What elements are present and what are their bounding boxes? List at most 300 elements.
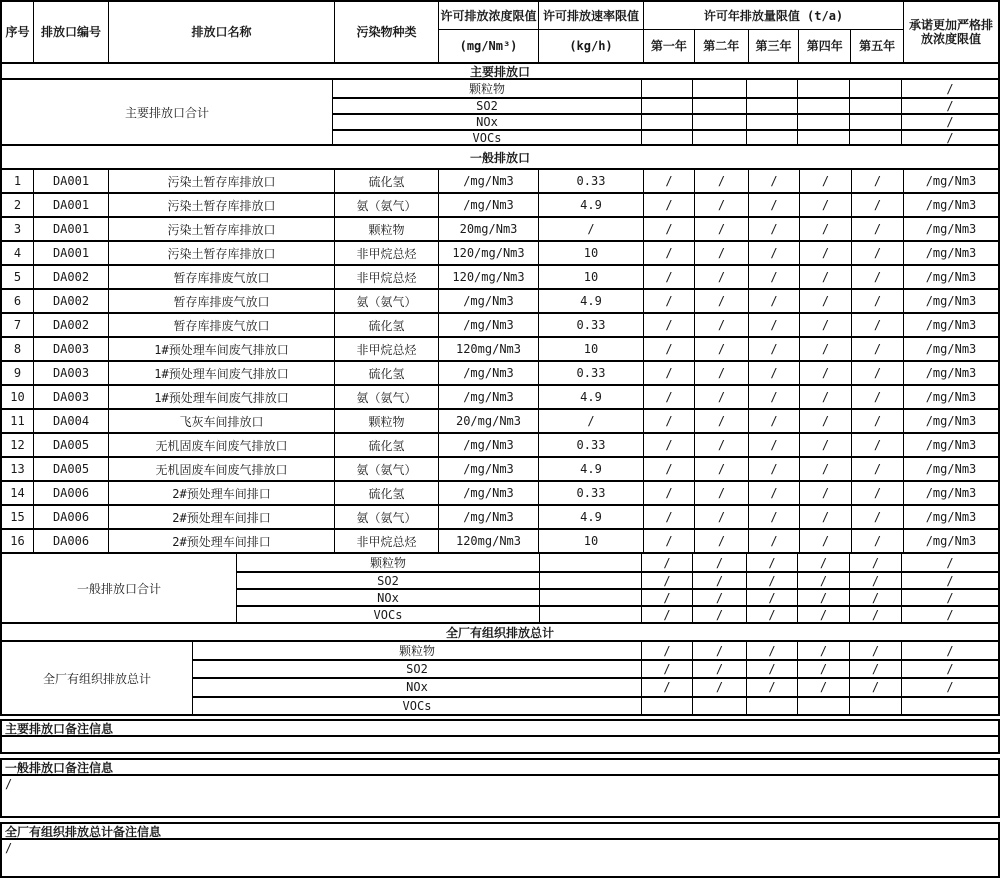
cell-year-1: / xyxy=(642,607,693,622)
cell-year-5: / xyxy=(852,362,904,384)
cell-year-5: / xyxy=(852,482,904,504)
cell-year-1: / xyxy=(642,661,693,677)
total-row xyxy=(193,698,998,714)
cell-year-3: / xyxy=(747,661,798,677)
cell-rate-blank xyxy=(540,607,642,622)
cell-year-4: / xyxy=(800,218,852,240)
cell-committed: /mg/Nm3 xyxy=(925,342,977,356)
cell-year-3: / xyxy=(749,290,800,312)
table-row xyxy=(2,266,998,290)
cell-rate-limit: 4.9 xyxy=(539,506,644,528)
cell-year-3: / xyxy=(749,362,800,384)
cell-seq: 8 xyxy=(2,338,34,360)
cell-year-3 xyxy=(747,131,798,145)
table-row xyxy=(2,242,998,266)
cell-year-3: / xyxy=(749,266,800,288)
cell-seq: 10 xyxy=(2,386,34,408)
cell-committed: /mg/Nm3 xyxy=(925,270,977,284)
cell-committed: / xyxy=(946,81,954,96)
cell-pollutant: SO2 xyxy=(333,99,642,113)
cell-seq: 14 xyxy=(2,482,34,504)
cell-rate-limit: 0.33 xyxy=(539,170,644,192)
cell-outlet-no: DA002 xyxy=(34,266,109,288)
cell-year-5: / xyxy=(850,679,902,695)
cell-year-3: / xyxy=(747,679,798,695)
cell-committed: /mg/Nm3 xyxy=(925,534,977,548)
cell-year-1: / xyxy=(644,362,695,384)
cell-year-2: / xyxy=(693,642,747,659)
cell-pollutant: 颗粒物 xyxy=(237,554,540,571)
cell-year-5: / xyxy=(852,410,904,432)
cell-committed: /mg/Nm3 xyxy=(925,294,977,308)
cell-committed: /mg/Nm3 xyxy=(925,438,977,452)
cell-year-3 xyxy=(747,99,798,113)
cell-committed: /mg/Nm3 xyxy=(925,366,977,380)
cell-rate-limit: 4.9 xyxy=(539,458,644,480)
cell-year-5: / xyxy=(852,218,904,240)
cell-outlet-no: DA002 xyxy=(34,314,109,336)
plant-total-remark-content: / xyxy=(5,841,13,855)
cell-year-4: / xyxy=(800,434,852,456)
cell-seq: 13 xyxy=(2,458,34,480)
cell-committed: / xyxy=(946,555,954,570)
cell-year-5 xyxy=(850,131,902,145)
cell-pollutant: VOCs xyxy=(193,698,642,714)
cell-committed: / xyxy=(946,573,954,588)
cell-pollutant: NOx xyxy=(237,590,540,605)
cell-pollutant: 硫化氢 xyxy=(335,170,439,192)
cell-outlet-name: 2#预处理车间排口 xyxy=(109,506,335,528)
cell-year-1: / xyxy=(644,266,695,288)
table-header-row xyxy=(2,2,998,64)
cell-year-4: / xyxy=(800,506,852,528)
total-row xyxy=(193,642,998,661)
cell-rate-limit: 4.9 xyxy=(539,386,644,408)
cell-outlet-name: 2#预处理车间排口 xyxy=(109,482,335,504)
cell-outlet-name: 污染土暂存库排放口 xyxy=(109,218,335,240)
cell-year-2 xyxy=(693,698,747,714)
cell-year-1: / xyxy=(642,679,693,695)
cell-year-1: / xyxy=(642,573,693,588)
cell-seq: 1 xyxy=(2,170,34,192)
main-total-label: 主要排放口合计 xyxy=(2,80,333,144)
table-row xyxy=(2,338,998,362)
cell-year-4: / xyxy=(798,679,850,695)
cell-year-2: / xyxy=(693,573,747,588)
cell-year-3: / xyxy=(749,338,800,360)
cell-pollutant: 硫化氢 xyxy=(335,362,439,384)
cell-year-1 xyxy=(642,698,693,714)
cell-year-4: / xyxy=(798,661,850,677)
cell-year-4: / xyxy=(800,386,852,408)
cell-year-3: / xyxy=(749,482,800,504)
cell-pollutant: NOx xyxy=(193,679,642,695)
total-row xyxy=(333,131,998,145)
cell-conc-limit: /mg/Nm3 xyxy=(439,362,539,384)
cell-year-2 xyxy=(693,131,747,145)
cell-committed: / xyxy=(946,607,954,622)
cell-year-4: / xyxy=(798,554,850,571)
cell-year-1 xyxy=(642,131,693,145)
table-row xyxy=(2,314,998,338)
cell-pollutant: SO2 xyxy=(193,661,642,677)
col-header-annual-limit: 许可年排放量限值 (t/a) xyxy=(644,2,903,30)
cell-pollutant: 非甲烷总烃 xyxy=(335,338,439,360)
table-row xyxy=(2,410,998,434)
cell-year-2: / xyxy=(695,266,749,288)
cell-year-1: / xyxy=(644,386,695,408)
table-row xyxy=(2,218,998,242)
total-row xyxy=(237,573,998,590)
cell-outlet-no: DA001 xyxy=(34,242,109,264)
plant-total-rows xyxy=(193,642,998,714)
cell-year-4: / xyxy=(800,410,852,432)
cell-year-5: / xyxy=(852,530,904,552)
general-total-rows xyxy=(237,554,998,622)
cell-pollutant: NOx xyxy=(333,115,642,129)
cell-year-5: / xyxy=(852,386,904,408)
cell-year-3: / xyxy=(749,506,800,528)
cell-seq: 4 xyxy=(2,242,34,264)
section-band-main-outlet: 主要排放口 xyxy=(2,64,998,80)
cell-year-5: / xyxy=(852,314,904,336)
cell-committed: / xyxy=(946,115,954,129)
cell-pollutant: VOCs xyxy=(333,131,642,145)
col-header-pollutant: 污染物种类 xyxy=(335,2,439,62)
cell-outlet-name: 2#预处理车间排口 xyxy=(109,530,335,552)
cell-outlet-no: DA001 xyxy=(34,170,109,192)
cell-outlet-name: 无机固废车间废气排放口 xyxy=(109,434,335,456)
cell-year-1: / xyxy=(644,506,695,528)
cell-seq: 15 xyxy=(2,506,34,528)
cell-year-5: / xyxy=(850,573,902,588)
cell-year-2: / xyxy=(695,314,749,336)
cell-year-3: / xyxy=(747,590,798,605)
cell-year-3: / xyxy=(747,573,798,588)
cell-year-3: / xyxy=(749,410,800,432)
cell-year-2: / xyxy=(695,362,749,384)
cell-year-3: / xyxy=(749,386,800,408)
cell-year-1 xyxy=(642,115,693,129)
cell-year-1: / xyxy=(644,170,695,192)
cell-outlet-name: 无机固废车间废气排放口 xyxy=(109,458,335,480)
cell-year-3: / xyxy=(749,458,800,480)
cell-outlet-name: 1#预处理车间废气排放口 xyxy=(109,386,335,408)
cell-year-4: / xyxy=(800,482,852,504)
cell-committed: / xyxy=(946,643,954,658)
col-header-conc-limit: 许可排放浓度限值 xyxy=(439,2,538,30)
cell-year-5 xyxy=(850,99,902,113)
cell-rate-limit: 10 xyxy=(539,266,644,288)
plant-total-section xyxy=(2,642,998,714)
cell-committed: /mg/Nm3 xyxy=(925,198,977,212)
cell-conc-limit: /mg/Nm3 xyxy=(439,194,539,216)
cell-year-5: / xyxy=(850,642,902,659)
cell-seq: 11 xyxy=(2,410,34,432)
cell-outlet-name: 暂存库排废气放口 xyxy=(109,314,335,336)
cell-year-5: / xyxy=(852,266,904,288)
main-outlet-remark-block xyxy=(0,719,1000,754)
cell-year-2 xyxy=(693,115,747,129)
cell-year-4: / xyxy=(800,290,852,312)
cell-year-1: / xyxy=(644,338,695,360)
cell-conc-limit: 20/mg/Nm3 xyxy=(439,410,539,432)
cell-rate-limit: / xyxy=(539,218,644,240)
cell-year-2: / xyxy=(695,530,749,552)
cell-committed: / xyxy=(946,680,954,695)
cell-outlet-name: 1#预处理车间废气排放口 xyxy=(109,338,335,360)
cell-year-5: / xyxy=(852,170,904,192)
cell-year-4: / xyxy=(800,170,852,192)
col-header-year-2: 第二年 xyxy=(695,30,749,62)
cell-year-2 xyxy=(693,99,747,113)
general-outlet-rows xyxy=(2,170,998,554)
col-header-outlet-name: 排放口名称 xyxy=(109,2,335,62)
cell-year-4: / xyxy=(798,573,850,588)
cell-rate-limit: 4.9 xyxy=(539,290,644,312)
cell-year-2: / xyxy=(695,170,749,192)
cell-committed: / xyxy=(946,590,954,605)
cell-year-2: / xyxy=(693,607,747,622)
total-row xyxy=(237,554,998,573)
cell-outlet-name: 污染土暂存库排放口 xyxy=(109,194,335,216)
col-header-year-5: 第五年 xyxy=(859,39,896,53)
cell-year-2: / xyxy=(693,590,747,605)
cell-year-1 xyxy=(642,99,693,113)
cell-year-1: / xyxy=(642,642,693,659)
cell-year-4 xyxy=(798,698,850,714)
cell-year-5 xyxy=(850,80,902,97)
cell-committed: / xyxy=(946,99,954,113)
cell-year-4 xyxy=(798,99,850,113)
cell-year-3 xyxy=(747,698,798,714)
col-header-rate-limit: 许可排放速率限值 xyxy=(539,2,643,30)
cell-year-5 xyxy=(850,698,902,714)
cell-pollutant: 硫化氢 xyxy=(335,482,439,504)
cell-outlet-no: DA005 xyxy=(34,458,109,480)
cell-year-3: / xyxy=(749,434,800,456)
cell-year-5: / xyxy=(850,661,902,677)
cell-year-5: / xyxy=(850,590,902,605)
cell-outlet-name: 暂存库排废气放口 xyxy=(109,266,335,288)
main-outlet-remark-title: 主要排放口备注信息 xyxy=(2,721,998,737)
cell-year-4 xyxy=(798,80,850,97)
cell-pollutant: 硫化氢 xyxy=(335,314,439,336)
cell-pollutant: 颗粒物 xyxy=(333,80,642,97)
cell-year-1: / xyxy=(644,530,695,552)
cell-seq: 16 xyxy=(2,530,34,552)
table-row xyxy=(2,434,998,458)
cell-year-2: / xyxy=(695,338,749,360)
cell-committed: /mg/Nm3 xyxy=(925,246,977,260)
cell-seq: 2 xyxy=(2,194,34,216)
cell-outlet-name: 1#预处理车间废气排放口 xyxy=(109,362,335,384)
cell-pollutant: SO2 xyxy=(237,573,540,588)
cell-conc-limit: /mg/Nm3 xyxy=(439,506,539,528)
cell-year-1: / xyxy=(644,314,695,336)
cell-pollutant: 硫化氢 xyxy=(335,434,439,456)
cell-year-1: / xyxy=(644,410,695,432)
cell-conc-limit: /mg/Nm3 xyxy=(439,434,539,456)
plant-total-remark-title: 全厂有组织排放总计备注信息 xyxy=(2,824,998,840)
cell-pollutant: 颗粒物 xyxy=(193,642,642,659)
cell-seq: 12 xyxy=(2,434,34,456)
cell-rate-limit: 10 xyxy=(539,530,644,552)
cell-outlet-name: 污染土暂存库排放口 xyxy=(109,242,335,264)
cell-outlet-no: DA006 xyxy=(34,506,109,528)
cell-year-4 xyxy=(798,115,850,129)
table-row xyxy=(2,506,998,530)
cell-outlet-no: DA002 xyxy=(34,290,109,312)
main-outlet-remark-content xyxy=(2,737,998,752)
cell-committed: /mg/Nm3 xyxy=(925,510,977,524)
general-outlet-remark-title: 一般排放口备注信息 xyxy=(2,760,998,776)
plant-total-label: 全厂有组织排放总计 xyxy=(2,642,193,714)
general-outlet-remark-content: / xyxy=(5,777,13,791)
cell-year-5: / xyxy=(852,242,904,264)
col-header-year-3: 第三年 xyxy=(749,30,800,62)
cell-conc-limit: /mg/Nm3 xyxy=(439,458,539,480)
col-header-rate-unit: (kg/h) xyxy=(569,39,613,53)
cell-year-2: / xyxy=(695,386,749,408)
cell-conc-limit: /mg/Nm3 xyxy=(439,482,539,504)
cell-year-4: / xyxy=(800,266,852,288)
cell-pollutant: VOCs xyxy=(237,607,540,622)
general-total-label: 一般排放口合计 xyxy=(2,554,237,622)
main-outlet-total-section xyxy=(2,80,998,146)
col-header-seq: 序号 xyxy=(2,2,34,62)
total-row xyxy=(193,679,998,697)
cell-committed: /mg/Nm3 xyxy=(925,414,977,428)
cell-year-2 xyxy=(693,80,747,97)
total-row xyxy=(237,607,998,622)
cell-year-2: / xyxy=(695,218,749,240)
cell-committed: /mg/Nm3 xyxy=(925,486,977,500)
cell-rate-limit: / xyxy=(539,410,644,432)
cell-rate-limit: 0.33 xyxy=(539,362,644,384)
cell-conc-limit: 120mg/Nm3 xyxy=(439,530,539,552)
cell-year-3: / xyxy=(749,170,800,192)
cell-year-4: / xyxy=(800,362,852,384)
cell-outlet-no: DA004 xyxy=(34,410,109,432)
general-outlet-remark-block xyxy=(0,758,1000,818)
cell-outlet-no: DA001 xyxy=(34,194,109,216)
cell-conc-limit: 120/mg/Nm3 xyxy=(439,242,539,264)
cell-seq: 9 xyxy=(2,362,34,384)
col-header-year-row xyxy=(644,30,903,62)
col-header-annual-group xyxy=(644,2,904,62)
cell-committed: /mg/Nm3 xyxy=(925,174,977,188)
cell-outlet-no: DA006 xyxy=(34,530,109,552)
table-row xyxy=(2,194,998,218)
cell-year-4: / xyxy=(800,338,852,360)
cell-pollutant: 氨（氨气） xyxy=(335,458,439,480)
cell-year-1: / xyxy=(642,554,693,571)
col-header-conc-group xyxy=(439,2,539,62)
cell-committed: /mg/Nm3 xyxy=(925,318,977,332)
table-row xyxy=(2,458,998,482)
cell-year-2: / xyxy=(693,661,747,677)
cell-pollutant: 氨（氨气） xyxy=(335,386,439,408)
cell-seq: 3 xyxy=(2,218,34,240)
cell-seq: 6 xyxy=(2,290,34,312)
cell-conc-limit: /mg/Nm3 xyxy=(439,386,539,408)
cell-conc-limit: 120/mg/Nm3 xyxy=(439,266,539,288)
cell-year-2: / xyxy=(695,506,749,528)
section-band-plant-total: 全厂有组织排放总计 xyxy=(2,624,998,642)
cell-year-1: / xyxy=(644,290,695,312)
cell-year-2: / xyxy=(695,458,749,480)
cell-year-5: / xyxy=(852,434,904,456)
cell-year-5: / xyxy=(850,607,902,622)
table-row xyxy=(2,290,998,314)
cell-committed: /mg/Nm3 xyxy=(925,462,977,476)
cell-outlet-name: 污染土暂存库排放口 xyxy=(109,170,335,192)
table-row xyxy=(2,170,998,194)
main-total-rows xyxy=(333,80,998,144)
cell-year-4 xyxy=(798,131,850,145)
cell-year-5 xyxy=(850,115,902,129)
cell-year-3 xyxy=(747,115,798,129)
col-header-rate-group xyxy=(539,2,644,62)
cell-year-2: / xyxy=(695,242,749,264)
cell-pollutant: 非甲烷总烃 xyxy=(335,530,439,552)
cell-year-2: / xyxy=(693,554,747,571)
cell-year-1: / xyxy=(644,458,695,480)
cell-year-1: / xyxy=(644,194,695,216)
cell-pollutant: 非甲烷总烃 xyxy=(335,242,439,264)
cell-year-1: / xyxy=(644,218,695,240)
cell-rate-blank xyxy=(540,554,642,571)
cell-year-2: / xyxy=(695,290,749,312)
cell-conc-limit: 20mg/Nm3 xyxy=(439,218,539,240)
cell-year-5: / xyxy=(852,338,904,360)
cell-seq: 5 xyxy=(2,266,34,288)
cell-year-3 xyxy=(747,80,798,97)
cell-year-5: / xyxy=(852,506,904,528)
cell-outlet-no: DA005 xyxy=(34,434,109,456)
cell-year-5: / xyxy=(852,194,904,216)
cell-year-1 xyxy=(642,80,693,97)
general-outlet-total-section xyxy=(2,554,998,624)
cell-year-2: / xyxy=(695,410,749,432)
cell-year-3: / xyxy=(747,642,798,659)
cell-outlet-no: DA006 xyxy=(34,482,109,504)
col-header-year-4: 第四年 xyxy=(799,30,851,62)
cell-conc-limit: /mg/Nm3 xyxy=(439,314,539,336)
cell-outlet-no: DA001 xyxy=(34,218,109,240)
cell-year-3: / xyxy=(749,314,800,336)
cell-year-2: / xyxy=(695,194,749,216)
cell-committed: / xyxy=(946,662,954,677)
cell-year-4: / xyxy=(798,607,850,622)
cell-year-1: / xyxy=(644,434,695,456)
cell-outlet-name: 飞灰车间排放口 xyxy=(109,410,335,432)
cell-year-1: / xyxy=(642,590,693,605)
plant-total-remark-block xyxy=(0,822,1000,878)
cell-year-2: / xyxy=(695,482,749,504)
cell-year-5: / xyxy=(850,554,902,571)
table-row xyxy=(2,362,998,386)
total-row xyxy=(333,99,998,115)
cell-pollutant: 氨（氨气） xyxy=(335,290,439,312)
cell-year-4: / xyxy=(800,530,852,552)
table-row xyxy=(2,482,998,506)
col-header-year-1: 第一年 xyxy=(644,30,695,62)
table-row xyxy=(2,386,998,410)
cell-year-5: / xyxy=(852,458,904,480)
col-header-outlet-no: 排放口编号 xyxy=(34,2,109,62)
